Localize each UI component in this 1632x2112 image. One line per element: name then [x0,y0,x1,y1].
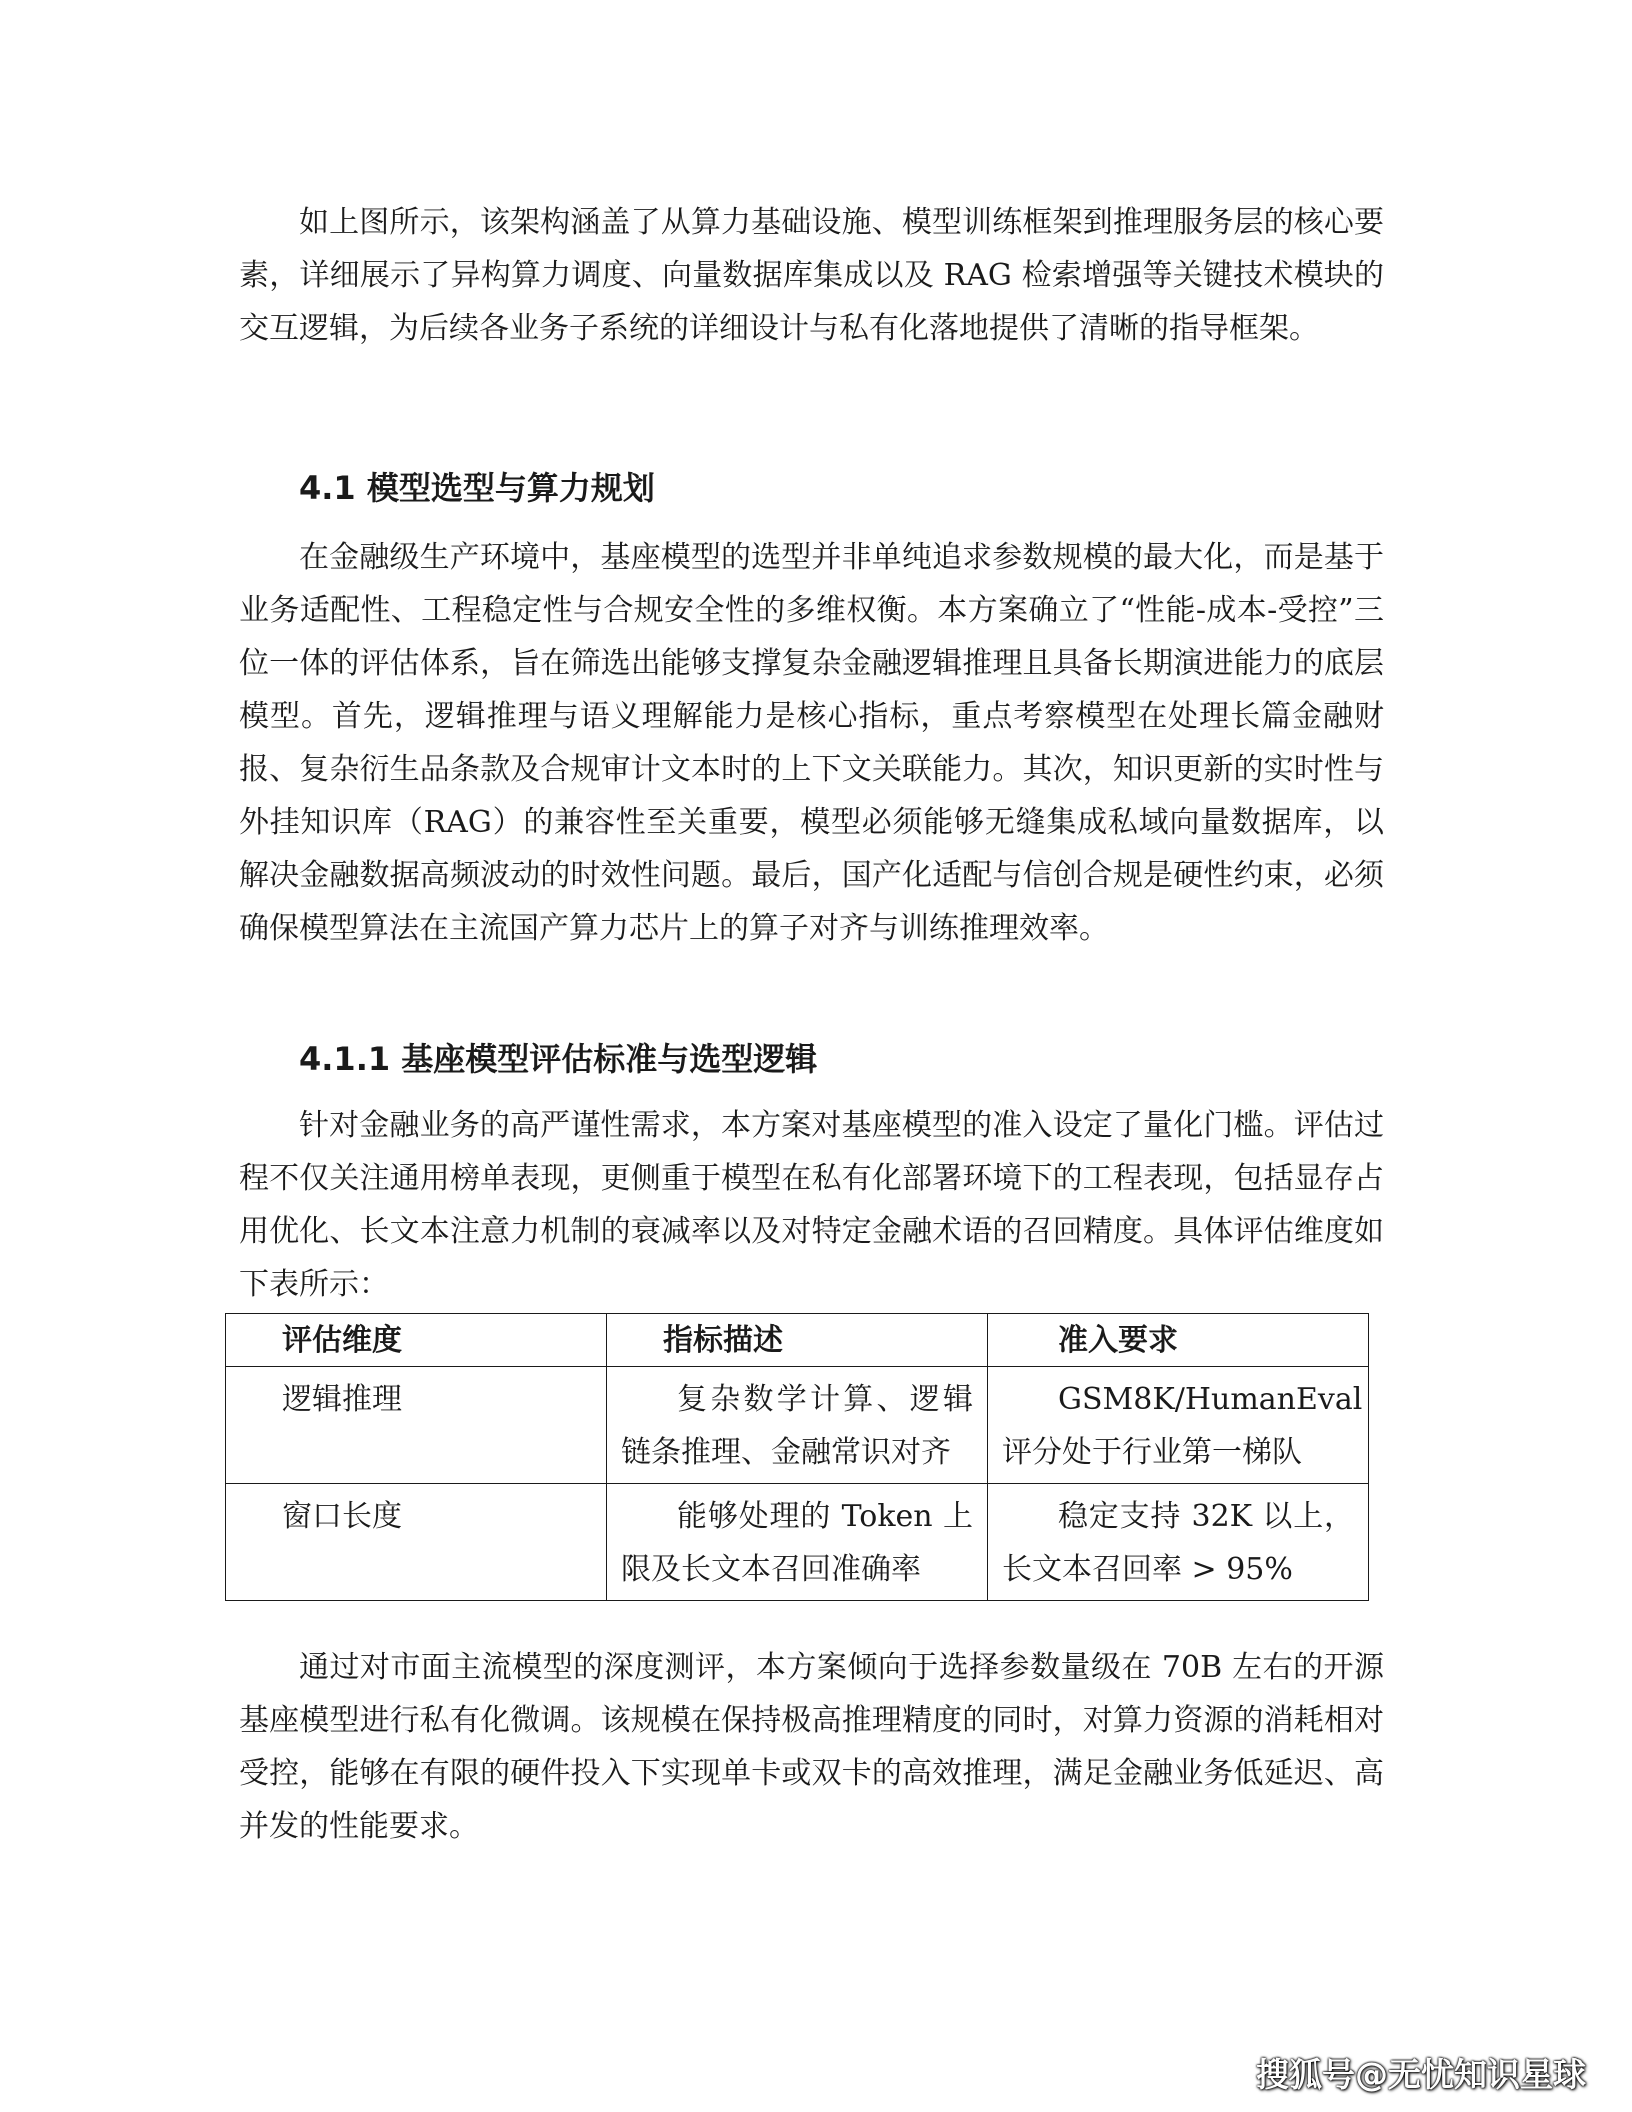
table-header-cell: 指标描述 [607,1314,988,1367]
table-row [226,1484,1369,1601]
paragraph-model-scale-decision: 通过对市面主流模型的深度测评，本方案倾向于选择参数量级在 70B 左右的开源基座模型进行私有化微调。该规模在保持极高推理精度的同时，对算力资源的消耗相对受控，能够在有限的硬件投入下实现单卡或双卡的高效推理，满足金融业务低延迟、高并发的性能要求。 [239,1650,1384,1844]
section-heading-4-1: 4.1 模型选型与算力规划 [299,469,655,507]
table-header-cell: 评估维度 [226,1314,607,1367]
table-header-cell: 准入要求 [988,1314,1369,1367]
watermark: 搜狐号@无忧知识星球 [1256,2055,1586,2094]
table-cell: 能够处理的 Token 上限及长文本召回准确率 [607,1484,988,1601]
section-heading-4-1-1: 4.1.1 基座模型评估标准与选型逻辑 [299,1040,818,1078]
table-row [226,1367,1369,1484]
table-cell: 复杂数学计算、逻辑链条推理、金融常识对齐 [607,1367,988,1484]
table-cell: GSM8K/HumanEval 评分处于行业第一梯队 [988,1367,1369,1484]
table-cell: 逻辑推理 [226,1367,607,1484]
table-cell: 窗口长度 [226,1484,607,1601]
paragraph-evaluation-criteria: 针对金融业务的高严谨性需求，本方案对基座模型的准入设定了量化门槛。评估过程不仅关注通用榜单表现，更侧重于模型在私有化部署环境下的工程表现，包括显存占用优化、长文本注意力机制的衰减率以及对特定金融术语的召回精度。具体评估维度如下表所示： [239,1108,1384,1302]
paragraph-architecture-summary: 如上图所示，该架构涵盖了从算力基础设施、模型训练框架到推理服务层的核心要素，详细展示了异构算力调度、向量数据库集成以及 RAG 检索增强等关键技术模块的交互逻辑，为后续各业务子系统的详细设计与私有化落地提供了清晰的指导框架。 [239,205,1384,346]
table-cell: 稳定支持 32K 以上，长文本召回率 > 95% [988,1484,1369,1601]
paragraph-model-selection: 在金融级生产环境中，基座模型的选型并非单纯追求参数规模的最大化，而是基于业务适配性、工程稳定性与合规安全性的多维权衡。本方案确立了“性能-成本-受控”三位一体的评估体系，旨在筛选出能够支撑复杂金融逻辑推理且具备长期演进能力的底层模型。首先，逻辑推理与语义理解能力是核心指标，重点考察模型在处理长篇金融财报、复杂衍生品条款及合规审计文本时的上下文关联能力。其次，知识更新的实时性与外挂知识库（RAG）的兼容性至关重要，模型必须能够无缝集成私域向量数据库，以解决金融数据高频波动的时效性问题。最后，国产化适配与信创合规是硬性约束，必须确保模型算法在主流国产算力芯片上的算子对齐与训练推理效率。 [239,540,1384,946]
evaluation-table [225,1313,1369,1601]
table-header-row [226,1314,1369,1367]
